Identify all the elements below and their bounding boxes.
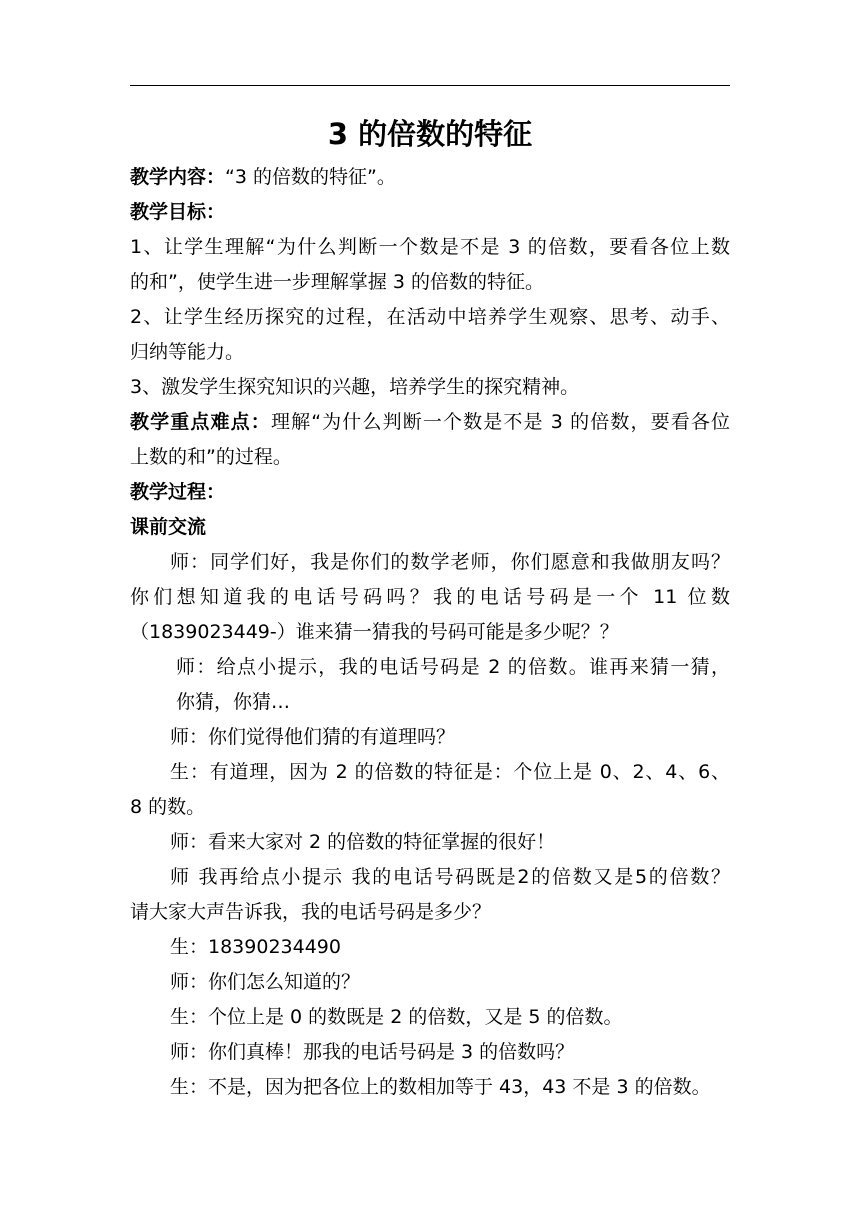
dialogue-3-line-1: 师：你们觉得他们猜的有道理吗？ xyxy=(170,726,456,748)
objective-2-line-1: 2、让学生经历探究的过程，在活动中培养学生观察、思考、动手、 xyxy=(130,306,730,328)
document-body xyxy=(130,160,730,1105)
objective-1-line-1: 1、让学生理解“为什么判断一个数是不是 3 的倍数，要看各位上数 xyxy=(130,236,730,258)
dialogue-7-line-1: 生：18390234490 xyxy=(170,936,341,958)
dialogue-5-line-1: 师：看来大家对 2 的倍数的特征掌握的很好！ xyxy=(170,831,556,853)
teaching-objectives-label: 教学目标： xyxy=(130,201,226,223)
teaching-content-label: 教学内容： xyxy=(130,166,226,188)
dialogue-1-line-2: 你们想知道我的电话号码吗？我的电话号码是一个 11 位数 xyxy=(130,586,730,608)
key-points-line-2: 上数的和”的过程。 xyxy=(130,446,292,468)
dialogue-11-line-1: 生：不是，因为把各位上的数相加等于 43，43 不是 3 的倍数。 xyxy=(170,1076,711,1098)
key-points-text: 理解“为什么判断一个数是不是 3 的倍数，要看各位 xyxy=(270,411,730,433)
key-points-line-1 xyxy=(130,405,730,440)
header-rule xyxy=(130,85,730,86)
dialogue-8-line-1: 师：你们怎么知道的？ xyxy=(170,971,361,993)
dialogue-1-line-1: 师：同学们好，我是你们的数学老师，你们愿意和我做朋友吗？ xyxy=(170,551,730,573)
document-title: 3 的倍数的特征 xyxy=(327,117,533,151)
dialogue-2-line-1: 师：给点小提示，我的电话号码是 2 的倍数。谁再来猜一猜， xyxy=(176,656,730,678)
objective-3-line-1: 3、激发学生探究知识的兴趣，培养学生的探究精神。 xyxy=(130,376,580,398)
dialogue-9-line-1: 生：个位上是 0 的数既是 2 的倍数，又是 5 的倍数。 xyxy=(170,1006,623,1028)
teaching-content xyxy=(130,160,730,195)
key-points-label: 教学重点难点： xyxy=(130,411,271,433)
teaching-process-label: 教学过程： xyxy=(130,481,226,503)
objective-1-line-2: 的和”，使学生进一步理解掌握 3 的倍数的特征。 xyxy=(130,271,545,293)
dialogue-6-line-1: 师 我再给点小提示 我的电话号码既是2的倍数又是5的倍数？ xyxy=(170,866,730,888)
dialogue-1-line-3: （1839023449-）谁来猜一猜我的号码可能是多少呢？？ xyxy=(130,621,619,643)
section-heading: 课前交流 xyxy=(130,516,207,538)
objective-2-line-2: 归纳等能力。 xyxy=(130,341,245,363)
dialogue-4-line-2: 8 的数。 xyxy=(130,796,206,818)
dialogue-4-line-1: 生：有道理，因为 2 的倍数的特征是：个位上是 0、2、4、6、 xyxy=(170,761,730,783)
dialogue-2-line-2: 你猜，你猜… xyxy=(176,691,291,713)
dialogue-6-line-2: 请大家大声告诉我，我的电话号码是多少？ xyxy=(130,901,492,923)
teaching-content-text: “3 的倍数的特征”。 xyxy=(225,166,396,188)
dialogue-10-line-1: 师：你们真棒！那我的电话号码是 3 的倍数吗？ xyxy=(170,1041,575,1063)
